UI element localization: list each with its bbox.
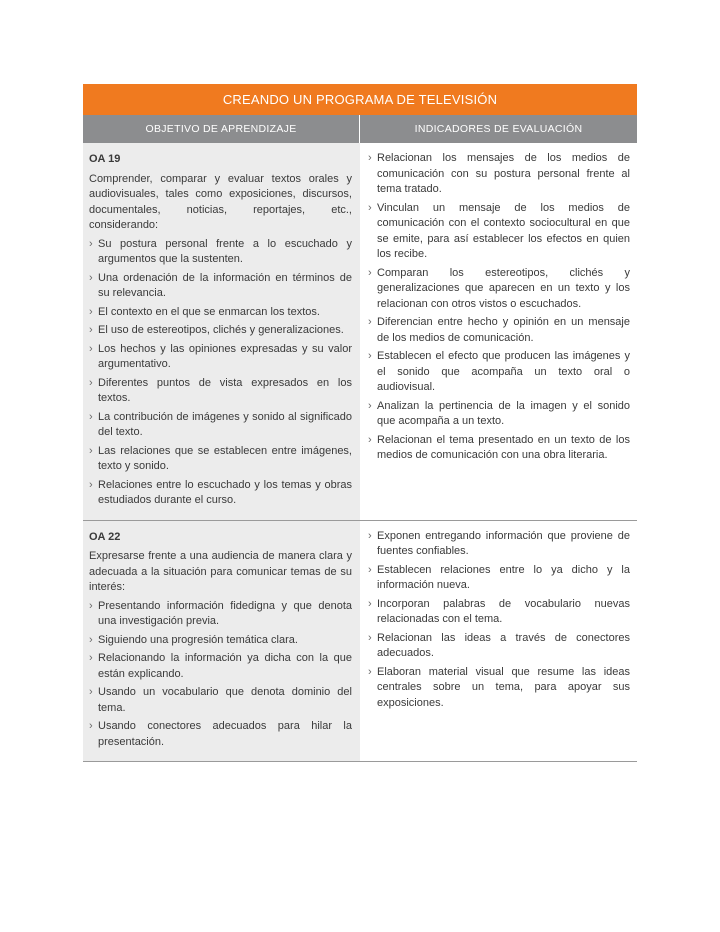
indicator-item-text: Exponen entregando información que proviene de fuentes confiables. <box>377 529 630 557</box>
indicator-item-text: Comparan los estereotipos, clichés y generalizaciones que aparecen en un texto y los relacionan con otros vistos o escuchados. <box>377 266 630 310</box>
objective-intro: Comprender, comparar y evaluar textos orales y audiovisuales, tales como exposiciones, discursos, documentales, noticias, reportajes, etc., considerando: <box>89 172 352 231</box>
bullet-glyph: › <box>368 563 372 576</box>
objective-intro: Expresarse frente a una audiencia de manera clara y adecuada a la situación para comunicar temas de su interés: <box>89 550 352 593</box>
bullet-glyph: › <box>368 399 372 412</box>
bullet-glyph: › <box>89 686 93 698</box>
bullet-glyph: › <box>368 631 372 644</box>
objective-item-text: Los hechos y las opiniones expresadas y su valor argumentativo. <box>98 342 352 370</box>
oa-code: OA 22 <box>89 530 121 543</box>
bullet-glyph: › <box>89 410 93 423</box>
bullet-glyph: › <box>89 444 93 457</box>
objective-item <box>89 323 352 339</box>
indicator-item-text: Analizan la pertinencia de la imagen y el sonido que acompaña a un texto. <box>377 399 630 427</box>
indicator-item <box>368 433 630 464</box>
indicator-item <box>368 315 630 346</box>
indicator-list <box>368 529 630 712</box>
bullet-glyph: › <box>368 316 372 328</box>
objective-item <box>89 685 352 716</box>
indicators-cell <box>360 143 637 520</box>
bullet-glyph: › <box>89 271 93 284</box>
bullet-glyph: › <box>89 237 93 250</box>
indicator-item-text: Incorporan palabras de vocabulario nuevas relacionadas con el tema. <box>377 597 630 625</box>
objective-item-text: Relacionando la información ya dicha con la que están explicando. <box>98 652 352 680</box>
bullet-glyph: › <box>368 201 372 214</box>
bullet-glyph: › <box>89 720 93 732</box>
bullet-glyph: › <box>368 152 372 164</box>
indicator-item <box>368 349 630 396</box>
objective-item-text: Usando conectores adecuados para hilar la presentación. <box>98 720 352 748</box>
objective-item-text: Su postura personal frente a lo escuchado y argumentos que la sustenten. <box>98 237 352 265</box>
table-row-oa19 <box>83 143 637 520</box>
table-title: CREANDO UN PROGRAMA DE TELEVISIÓN <box>83 84 637 115</box>
objective-item-text: Usando un vocabulario que denota dominio del tema. <box>98 686 352 714</box>
objective-item <box>89 305 352 321</box>
bullet-glyph: › <box>89 599 93 612</box>
objective-item-text: Presentando información fidedigna y que denota una investigación previa. <box>98 599 352 627</box>
indicator-item-text: Relacionan las ideas a través de conectores adecuados. <box>377 631 630 659</box>
objective-item <box>89 271 352 302</box>
indicator-item-text: Establecen el efecto que producen las imágenes y el sonido que acompaña un texto oral o audiovisual. <box>377 350 630 393</box>
bullet-glyph: › <box>89 324 93 336</box>
objective-item <box>89 651 352 682</box>
objective-item-text: Diferentes puntos de vista expresados en los textos. <box>98 376 352 404</box>
objective-item <box>89 444 352 475</box>
indicator-item-text: Vinculan un mensaje de los medios de comunicación con el contexto sociocultural en que se emite, para así establecer los efectos en quien los recibe. <box>377 201 630 260</box>
column-header-row <box>83 115 637 143</box>
bullet-glyph: › <box>89 305 93 318</box>
bullet-glyph: › <box>368 529 372 542</box>
indicator-item <box>368 563 630 594</box>
objective-item <box>89 719 352 750</box>
objective-cell <box>83 521 360 762</box>
objective-item-text: Las relaciones que se establecen entre imágenes, texto y sonido. <box>98 444 352 472</box>
objective-item <box>89 410 352 441</box>
objective-item-text: Una ordenación de la información en términos de su relevancia. <box>98 271 352 299</box>
objective-list <box>89 599 352 751</box>
indicator-item <box>368 631 630 662</box>
oa-code: OA 19 <box>89 153 121 165</box>
indicator-item <box>368 266 630 313</box>
objective-item-text: La contribución de imágenes y sonido al significado del texto. <box>98 410 352 438</box>
objective-item <box>89 633 352 649</box>
indicator-item <box>368 399 630 430</box>
bullet-glyph: › <box>368 350 372 362</box>
bullet-glyph: › <box>368 665 372 678</box>
bullet-glyph: › <box>89 376 93 389</box>
indicator-item-text: Elaboran material visual que resume las ideas centrales sobre un tema, para apoyar sus exposiciones. <box>377 665 630 709</box>
indicator-item-text: Relacionan los mensajes de los medios de comunicación con su postura personal frente al tema tratado. <box>377 152 630 195</box>
indicators-cell <box>360 521 637 762</box>
indicator-item <box>368 151 630 198</box>
bullet-glyph: › <box>368 433 372 446</box>
indicator-list <box>368 151 630 464</box>
objective-list <box>89 237 352 509</box>
objective-item <box>89 478 352 509</box>
indicator-item-text: Establecen relaciones entre lo ya dicho y la información nueva. <box>377 563 630 591</box>
objective-item-text: Relaciones entre lo escuchado y los temas y obras estudiados durante el curso. <box>98 478 352 506</box>
objective-item <box>89 342 352 373</box>
objective-item-text: El uso de estereotipos, clichés y generalizaciones. <box>98 324 344 336</box>
indicator-item-text: Diferencian entre hecho y opinión en un mensaje de los medios de comunicación. <box>377 316 630 344</box>
indicator-item <box>368 201 630 263</box>
objective-cell <box>83 143 360 520</box>
objective-item <box>89 376 352 407</box>
indicator-item-text: Relacionan el tema presentado en un texto de los medios de comunicación con una obra literaria. <box>377 433 630 461</box>
indicator-item <box>368 529 630 560</box>
column-header-indicators: INDICADORES DE EVALUACIÓN <box>414 123 583 135</box>
bullet-glyph: › <box>89 633 93 646</box>
objective-item-text: Siguiendo una progresión temática clara. <box>98 633 298 646</box>
column-header-objective: OBJETIVO DE APRENDIZAJE <box>83 115 360 143</box>
learning-objectives-table <box>83 84 637 762</box>
objective-item <box>89 237 352 268</box>
bullet-glyph: › <box>89 478 93 491</box>
bullet-glyph: › <box>368 266 372 279</box>
bullet-glyph: › <box>89 652 93 664</box>
indicator-item <box>368 597 630 628</box>
table-row-oa22 <box>83 520 637 762</box>
indicator-item <box>368 665 630 712</box>
objective-item-text: El contexto en el que se enmarcan los textos. <box>98 305 320 318</box>
bullet-glyph: › <box>89 342 93 355</box>
objective-item <box>89 599 352 630</box>
bullet-glyph: › <box>368 597 372 610</box>
